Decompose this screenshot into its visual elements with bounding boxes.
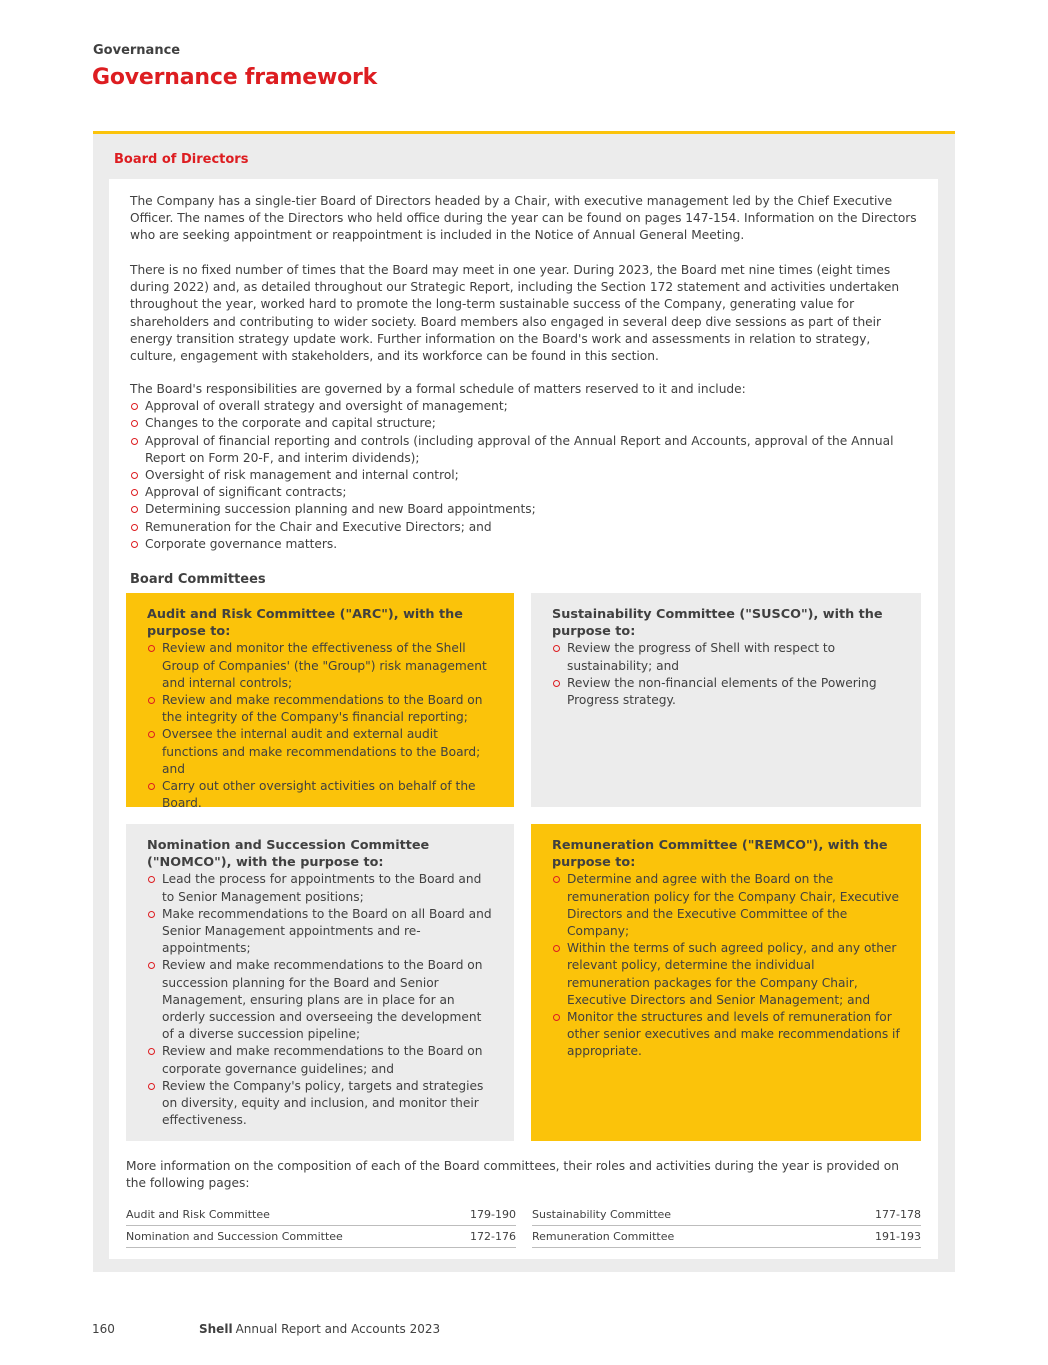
list-item: Within the terms of such agreed policy, and any other relevant policy, determine the individual remuneration packages for the Company Chair, Executive Directors and Senior Management; and — [552, 940, 901, 1009]
list-item: Review the Company's policy, targets and strategies on diversity, equity and inclusion, and monitor their effectiveness. — [147, 1078, 494, 1130]
board-title: Board of Directors — [114, 152, 249, 167]
list-item: Approval of financial reporting and controls (including approval of the Annual Report and Accounts, approval of the Annual Report on Form 20-F, and interim dividends); — [130, 433, 920, 467]
reference-pages: 172-176 — [470, 1230, 516, 1243]
committees-title: Board Committees — [130, 572, 266, 587]
list-item: Review the progress of Shell with respect to sustainability; and — [552, 640, 901, 674]
reference-name: Nomination and Succession Committee — [126, 1230, 343, 1243]
list-item: Determining succession planning and new Board appointments; — [130, 501, 920, 518]
list-item: Approval of significant contracts; — [130, 484, 920, 501]
reference-name: Remuneration Committee — [532, 1230, 675, 1243]
list-item: Review and monitor the effectiveness of the Shell Group of Companies' (the "Group") risk management and internal controls; — [147, 640, 494, 692]
susco-list — [552, 640, 901, 709]
remco-heading: Remuneration Committee ("REMCO"), with the purpose to: — [552, 838, 888, 871]
footer-publication — [199, 1322, 440, 1336]
list-item: Oversee the internal audit and external audit functions and make recommendations to the Board; and — [147, 726, 494, 778]
list-item: Make recommendations to the Board on all Board and Senior Management appointments and re-appointments; — [147, 906, 494, 958]
table-row[interactable] — [532, 1226, 921, 1248]
susco-committee-box — [531, 593, 921, 807]
responsibilities-list — [130, 398, 920, 553]
arc-heading: Audit and Risk Committee ("ARC"), with the purpose to: — [147, 607, 463, 640]
reference-pages: 179-190 — [470, 1208, 516, 1221]
list-item: Review the non-financial elements of the Powering Progress strategy. — [552, 675, 901, 709]
arc-list — [147, 640, 494, 812]
nomco-committee-box — [126, 824, 514, 1141]
table-row[interactable] — [532, 1204, 921, 1226]
list-item: Review and make recommendations to the Board on the integrity of the Company's financial reporting; — [147, 692, 494, 726]
nomco-heading: Nomination and Succession Committee ("NOMCO"), with the purpose to: — [147, 838, 430, 871]
board-content — [109, 179, 938, 1259]
table-row[interactable] — [126, 1204, 516, 1226]
list-item: Oversight of risk management and internal control; — [130, 467, 920, 484]
list-item: Changes to the corporate and capital structure; — [130, 415, 920, 432]
susco-heading: Sustainability Committee ("SUSCO"), with the purpose to: — [552, 607, 883, 640]
remco-committee-box — [531, 824, 921, 1141]
board-panel — [93, 131, 955, 1272]
reference-table-right — [532, 1204, 921, 1248]
list-item: Monitor the structures and levels of remuneration for other senior executives and make recommendations if appropriate. — [552, 1009, 901, 1061]
reference-name: Sustainability Committee — [532, 1208, 672, 1221]
board-paragraph-2: There is no fixed number of times that the Board may meet in one year. During 2023, the Board met nine times (eight times during 2022) and, as detailed throughout our Strategic Report, including the Section 172 statement and activities undertaken throughout the year, worked hard to promote the long-term sustainable success of the Company, generating value for shareholders and contributing to wider society. Board members also engaged in several deep dive sessions as part of their energy transition strategy update work. Further information on the Board's work and assessments in relation to strategy, culture, engagement with stakeholders, and its workforce can be found in this section. — [130, 263, 900, 364]
list-item: Remuneration for the Chair and Executive Directors; and — [130, 519, 920, 536]
remco-list — [552, 871, 901, 1060]
brand-name: Shell — [199, 1322, 233, 1336]
reference-pages: 191-193 — [875, 1230, 921, 1243]
list-item: Lead the process for appointments to the Board and to Senior Management positions; — [147, 871, 494, 905]
more-info-text: More information on the composition of each of the Board committees, their roles and activities during the year is provided on the following pages: — [126, 1159, 899, 1191]
table-row[interactable] — [126, 1226, 516, 1248]
publication-title: Annual Report and Accounts 2023 — [235, 1322, 441, 1336]
list-item: Carry out other oversight activities on behalf of the Board. — [147, 778, 494, 812]
list-item: Approval of overall strategy and oversight of management; — [130, 398, 920, 415]
section-label: Governance — [93, 43, 181, 58]
reference-pages: 177-178 — [875, 1208, 921, 1221]
responsibilities-intro: The Board's responsibilities are governed by a formal schedule of matters reserved to it and include: — [130, 382, 746, 396]
reference-table-left — [126, 1204, 516, 1248]
list-item: Review and make recommendations to the Board on corporate governance guidelines; and — [147, 1043, 494, 1077]
arc-committee-box — [126, 593, 514, 811]
list-item: Corporate governance matters. — [130, 536, 920, 553]
board-paragraph-1: The Company has a single-tier Board of Directors headed by a Chair, with executive management led by the Chief Executive Officer. The names of the Directors who held office during the year can be found on pages 147-154. Information on the Directors who are seeking appointment or reappointment is included in the Notice of Annual General Meeting. — [130, 194, 917, 243]
list-item: Determine and agree with the Board on the remuneration policy for the Company Chair, Executive Directors and the Executive Committee of the Company; — [552, 871, 901, 940]
reference-name: Audit and Risk Committee — [126, 1208, 270, 1221]
page-number: 160 — [92, 1322, 115, 1336]
responsibilities-block — [130, 381, 920, 553]
nomco-list — [147, 871, 494, 1129]
page-title: Governance framework — [92, 65, 378, 90]
list-item: Review and make recommendations to the Board on succession planning for the Board and Senior Management, ensuring plans are in place for an orderly succession and overseeing the development of a diverse succession pipeline; — [147, 957, 494, 1043]
